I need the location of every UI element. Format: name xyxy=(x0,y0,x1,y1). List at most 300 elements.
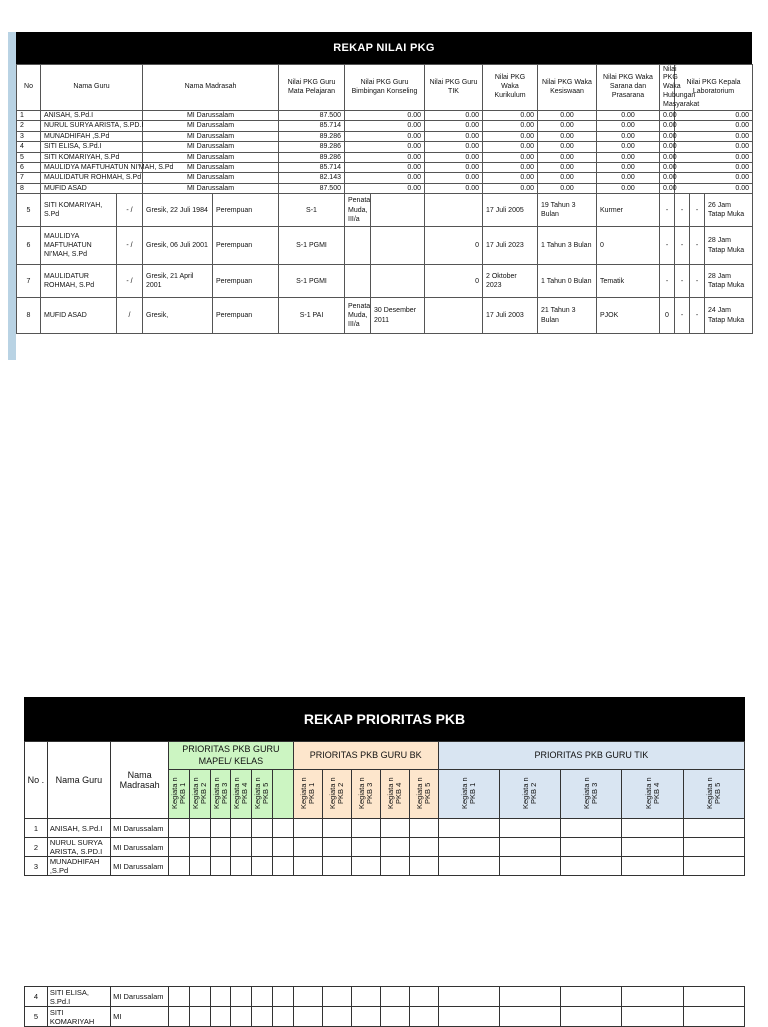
pkg-cell-tik: 0.00 xyxy=(425,131,483,141)
pkg-cell-kurikulum: 0.00 xyxy=(483,131,538,141)
pkb-subheader-label: Kegiata n PKB 4 xyxy=(385,777,403,809)
pkb-row xyxy=(25,987,745,1007)
pkg-cell-humas: 0.00 xyxy=(660,152,675,162)
pkb-row xyxy=(25,838,745,857)
pkg-detail-c2: - xyxy=(675,194,690,227)
pkb-cell-kegiatan xyxy=(231,987,252,1007)
pkg-cell-madrasah: MI Darussalam xyxy=(143,173,279,183)
pkb-cell-kegiatan xyxy=(351,1007,380,1027)
pkb-subheader-kegiatan xyxy=(169,770,190,819)
col-lab: Nilai PKG Kepala Laboratorium xyxy=(675,65,753,111)
pkg-row xyxy=(17,131,753,141)
pkg-detail-pendidikan: S-1 PGMI xyxy=(279,227,345,265)
pkb-cell-kegiatan xyxy=(683,838,744,857)
pkg-cell-no: 3 xyxy=(17,131,41,141)
pkb-col-nama-madrasah: Nama Madrasah xyxy=(111,742,169,819)
pkg-cell-humas: 0.00 xyxy=(660,121,675,131)
pkb-cell-madrasah: MI xyxy=(111,1007,169,1027)
pkg-detail-jk: Perempuan xyxy=(213,194,279,227)
pkb-subheader-label: Kegiata n PKB 5 xyxy=(253,777,270,809)
pkg-header-row xyxy=(17,65,753,111)
pkg-cell-sarpras: 0.00 xyxy=(597,131,660,141)
pkb-cell-kegiatan xyxy=(210,1007,231,1027)
pkb-cell-no: 2 xyxy=(25,838,48,857)
pkb-cell-kegiatan xyxy=(322,819,351,838)
pkg-cell-mapel: 87.500 xyxy=(279,183,345,193)
pkg-detail-no: 5 xyxy=(17,194,41,227)
pkg-detail-masa-kerja: 1 Tahun 0 Bulan xyxy=(538,265,597,298)
pkb-cell-kegiatan xyxy=(293,1007,322,1027)
pkb-cell-kegiatan xyxy=(500,819,561,838)
pkg-detail-no: 6 xyxy=(17,227,41,265)
pkg-cell-no: 1 xyxy=(17,111,41,121)
pkg-detail-tmt-gol xyxy=(371,227,425,265)
pkb-subheader-kegiatan xyxy=(210,770,231,819)
pkb-subheader-kegiatan xyxy=(380,770,409,819)
pkb-cell-kegiatan xyxy=(252,1007,273,1027)
pkg-cell-humas: 0.00 xyxy=(660,111,675,121)
pkg-detail-nama: MAULIDYA MAFTUHATUN NI'MAH, S.Pd xyxy=(41,227,117,265)
pkg-detail-ttl: Gresik, 22 Juli 1984 xyxy=(143,194,213,227)
pkg-detail-tmt-gol: 30 Desember 2011 xyxy=(371,298,425,334)
pkg-row xyxy=(17,142,753,152)
pkg-cell-mapel: 89.286 xyxy=(279,142,345,152)
pkg-cell-kesiswaan: 0.00 xyxy=(538,111,597,121)
pkb-subheader-label: Kegiata n PKB 4 xyxy=(643,777,661,809)
pkg-cell-no: 2 xyxy=(17,121,41,131)
pkg-detail-ttl: Gresik, xyxy=(143,298,213,334)
pkb-cell-kegiatan xyxy=(293,838,322,857)
pkg-detail-golongan xyxy=(345,265,371,298)
pkb-cell-kegiatan xyxy=(351,857,380,876)
pkb-cell-kegiatan xyxy=(189,987,210,1007)
pkb-cell-kegiatan xyxy=(409,857,438,876)
pkg-detail-tmt-mengajar: 2 Oktober 2023 xyxy=(483,265,538,298)
pkg-cell-lab: 0.00 xyxy=(675,131,753,141)
pkb-cell-kegiatan xyxy=(189,1007,210,1027)
pkg-detail-jk: Perempuan xyxy=(213,265,279,298)
pkg-cell-no: 7 xyxy=(17,173,41,183)
pkg-detail-angka: 0 xyxy=(425,265,483,298)
pkb-cell-kegiatan xyxy=(500,1007,561,1027)
pkg-cell-nama: MAULIDATUR ROHMAH, S.Pd xyxy=(41,173,143,183)
pkg-cell-bk: 0.00 xyxy=(345,121,425,131)
rekap-prioritas-pkb-continued xyxy=(24,986,745,1027)
pkb-cell-kegiatan xyxy=(293,857,322,876)
pkb-cell-kegiatan xyxy=(438,819,499,838)
pkg-cell-humas: 0.00 xyxy=(660,163,675,173)
pkg-cell-nama: MUNADHIFAH ,S.Pd xyxy=(41,131,143,141)
pkg-detail-pendidikan: S-1 PGMI xyxy=(279,265,345,298)
pkg-cell-bk: 0.00 xyxy=(345,163,425,173)
pkb-cell-kegiatan xyxy=(210,987,231,1007)
pkg-cell-humas: 0.00 xyxy=(660,131,675,141)
pkg-cell-sarpras: 0.00 xyxy=(597,152,660,162)
pkb-subheader-label: Kegiata n PKB 3 xyxy=(356,777,374,809)
pkb-cell-nama: SITI ELISA, S.Pd.I xyxy=(47,987,110,1007)
col-no: No xyxy=(17,65,41,111)
pkg-detail-c2: - xyxy=(675,227,690,265)
pkb-cell-kegiatan xyxy=(169,838,190,857)
pkb-cell-nama: ANISAH, S.Pd.I xyxy=(47,819,110,838)
pkb-cell-no: 3 xyxy=(25,857,48,876)
rekap-prioritas-pkb-section xyxy=(24,697,745,876)
pkg-detail-c1: 0 xyxy=(660,298,675,334)
pkb-cell-kegiatan xyxy=(189,857,210,876)
pkg-row xyxy=(17,163,753,173)
pkg-detail-jk: Perempuan xyxy=(213,227,279,265)
pkg-cell-bk: 0.00 xyxy=(345,183,425,193)
pkg-detail-nip: - / xyxy=(117,194,143,227)
pkb-cell-kegiatan xyxy=(380,819,409,838)
pkg-cell-lab: 0.00 xyxy=(675,121,753,131)
pkg-cell-tik: 0.00 xyxy=(425,183,483,193)
pkg-cell-tik: 0.00 xyxy=(425,163,483,173)
pkg-detail-c3: - xyxy=(690,265,705,298)
pkb-cell-kegiatan xyxy=(380,857,409,876)
pkg-detail-c2: - xyxy=(675,298,690,334)
pkg-cell-humas: 0.00 xyxy=(660,173,675,183)
pkb-cell-kegiatan xyxy=(252,857,273,876)
pkg-row xyxy=(17,183,753,193)
pkb-cell-kegiatan xyxy=(272,857,293,876)
pkb-cell-kegiatan xyxy=(683,819,744,838)
pkg-cell-kurikulum: 0.00 xyxy=(483,111,538,121)
pkg-detail-nama: MAULIDATUR ROHMAH, S.Pd xyxy=(41,265,117,298)
pkg-detail-mapel: PJOK xyxy=(597,298,660,334)
pkg-detail-jam: 28 Jam Tatap Muka xyxy=(705,227,753,265)
pkb-subheader-kegiatan xyxy=(683,770,744,819)
pkg-detail-ttl: Gresik, 06 Juli 2001 xyxy=(143,227,213,265)
pkb-cell-kegiatan xyxy=(210,819,231,838)
pkg-row xyxy=(17,173,753,183)
pkg-cell-kesiswaan: 0.00 xyxy=(538,163,597,173)
pkg-detail-pendidikan: S-1 xyxy=(279,194,345,227)
pkg-cell-bk: 0.00 xyxy=(345,173,425,183)
pkb-cell-kegiatan xyxy=(622,857,683,876)
pkg-cell-nama: MAULIDYA MAFTUHATUN NI'MAH, S.Pd xyxy=(41,163,143,173)
pkg-cell-lab: 0.00 xyxy=(675,142,753,152)
pkg-detail-mapel: Kurmer xyxy=(597,194,660,227)
pkb-cell-kegiatan xyxy=(380,838,409,857)
pkb-cell-kegiatan xyxy=(438,987,499,1007)
pkb-row xyxy=(25,857,745,876)
pkg-detail-row xyxy=(17,265,753,298)
pkg-cell-nama: MUFID ASAD xyxy=(41,183,143,193)
pkb-subheader-label: Kegiata n PKB 3 xyxy=(211,777,229,809)
pkg-cell-lab: 0.00 xyxy=(675,163,753,173)
pkb-cell-kegiatan xyxy=(438,857,499,876)
pkg-detail-tmt-gol xyxy=(371,265,425,298)
pkb-subheader-label: Kegiata n PKB 3 xyxy=(582,777,600,809)
pkg-detail-nip: / xyxy=(117,298,143,334)
pkb-cell-kegiatan xyxy=(409,838,438,857)
pkg-detail-ttl: Gresik, 21 April 2001 xyxy=(143,265,213,298)
pkg-cell-mapel: 89.286 xyxy=(279,131,345,141)
pkg-cell-sarpras: 0.00 xyxy=(597,163,660,173)
pkg-cell-lab: 0.00 xyxy=(675,183,753,193)
pkb-subheader-kegiatan xyxy=(622,770,683,819)
pkb-subheader-kegiatan xyxy=(252,770,273,819)
pkg-detail-nama: SITI KOMARIYAH, S.Pd xyxy=(41,194,117,227)
pkb-row xyxy=(25,1007,745,1027)
pkg-detail-masa-kerja: 19 Tahun 3 Bulan xyxy=(538,194,597,227)
pkg-cell-nama: NURUL SURYA ARISTA, S.PD.I xyxy=(41,121,143,131)
col-nama-guru: Nama Guru xyxy=(41,65,143,111)
pkb-subheader-label: Kegiata n PKB 1 xyxy=(298,777,316,809)
pkg-cell-bk: 0.00 xyxy=(345,142,425,152)
pkb-group-row xyxy=(25,742,745,770)
pkg-cell-kesiswaan: 0.00 xyxy=(538,131,597,141)
pkb-cell-kegiatan xyxy=(500,987,561,1007)
pkg-detail-nip: - / xyxy=(117,265,143,298)
rekap-prioritas-pkb-table xyxy=(24,741,745,876)
pkb-cell-kegiatan xyxy=(683,987,744,1007)
pkg-detail-tmt-mengajar: 17 Juli 2003 xyxy=(483,298,538,334)
pkg-cell-no: 8 xyxy=(17,183,41,193)
pkb-cell-kegiatan xyxy=(622,1007,683,1027)
pkb-cell-kegiatan xyxy=(622,987,683,1007)
pkb-cell-kegiatan xyxy=(561,857,622,876)
pkb-subheader-label: Kegiata n PKB 2 xyxy=(190,777,208,809)
pkb-subheader-kegiatan xyxy=(438,770,499,819)
pkg-detail-golongan: Penata Muda, III/a xyxy=(345,298,371,334)
pkb-cell-nama: NURUL SURYA ARISTA, S.PD.I xyxy=(47,838,110,857)
pkg-detail-row xyxy=(17,194,753,227)
pkb-cell-kegiatan xyxy=(622,838,683,857)
pkb-cell-no: 4 xyxy=(25,987,48,1007)
pkg-detail-nama: MUFID ASAD xyxy=(41,298,117,334)
pkb-cell-kegiatan xyxy=(561,819,622,838)
pkb-cell-kegiatan xyxy=(322,987,351,1007)
pkg-cell-madrasah: MI Darussalam xyxy=(143,121,279,131)
pkg-cell-kesiswaan: 0.00 xyxy=(538,173,597,183)
pkg-cell-sarpras: 0.00 xyxy=(597,111,660,121)
pkg-row xyxy=(17,152,753,162)
pkg-cell-no: 4 xyxy=(17,142,41,152)
pkb-cell-kegiatan xyxy=(409,987,438,1007)
pkg-detail-tmt-mengajar: 17 Juli 2005 xyxy=(483,194,538,227)
pkb-cell-kegiatan xyxy=(272,1007,293,1027)
pkb-cell-kegiatan xyxy=(252,819,273,838)
pkg-cell-madrasah: MI Darussalam xyxy=(143,152,279,162)
pkg-detail-angka xyxy=(425,194,483,227)
pkg-cell-sarpras: 0.00 xyxy=(597,142,660,152)
pkb-cell-kegiatan xyxy=(231,838,252,857)
pkb-cell-kegiatan xyxy=(561,838,622,857)
pkb-cell-kegiatan xyxy=(231,857,252,876)
pkg-cell-lab: 0.00 xyxy=(675,152,753,162)
pkg-detail-c3: - xyxy=(690,298,705,334)
pkb-subheader-kegiatan xyxy=(561,770,622,819)
pkb-cell-nama: MUNADHIFAH ,S.Pd xyxy=(47,857,110,876)
pkb-col-no: No . xyxy=(25,742,48,819)
pkg-cell-madrasah: MI Darussalam xyxy=(143,163,279,173)
pkb-subheader-kegiatan xyxy=(351,770,380,819)
pkg-cell-mapel: 85.714 xyxy=(279,163,345,173)
pkg-detail-nip: - / xyxy=(117,227,143,265)
pkg-cell-kesiswaan: 0.00 xyxy=(538,121,597,131)
pkg-detail-jam: 24 Jam Tatap Muka xyxy=(705,298,753,334)
pkg-detail-angka: 0 xyxy=(425,227,483,265)
pkg-cell-kurikulum: 0.00 xyxy=(483,121,538,131)
pkb-cell-kegiatan xyxy=(272,819,293,838)
pkg-cell-sarpras: 0.00 xyxy=(597,121,660,131)
pkb-cell-kegiatan xyxy=(380,987,409,1007)
pkb-cell-kegiatan xyxy=(351,819,380,838)
pkg-detail-golongan: Penata Muda, III/a xyxy=(345,194,371,227)
col-kurikulum: Nilai PKG Waka Kurikulum xyxy=(483,65,538,111)
pkg-cell-kurikulum: 0.00 xyxy=(483,152,538,162)
col-tik: Nilai PKG Guru TIK xyxy=(425,65,483,111)
pkg-detail-jam: 28 Jam Tatap Muka xyxy=(705,265,753,298)
pkb-cell-no: 1 xyxy=(25,819,48,838)
pkb-cell-kegiatan xyxy=(322,1007,351,1027)
pkb-cell-kegiatan xyxy=(210,857,231,876)
pkg-cell-sarpras: 0.00 xyxy=(597,183,660,193)
pkg-row xyxy=(17,121,753,131)
pkg-cell-tik: 0.00 xyxy=(425,142,483,152)
pkg-detail-row xyxy=(17,298,753,334)
pkb-cell-kegiatan xyxy=(293,819,322,838)
col-mapel: Nilai PKG Guru Mata Pelajaran xyxy=(279,65,345,111)
pkb-subheader-label: Kegiata n PKB 5 xyxy=(704,777,722,809)
pkg-cell-kurikulum: 0.00 xyxy=(483,183,538,193)
col-nama-madrasah: Nama Madrasah xyxy=(143,65,279,111)
pkg-cell-no: 5 xyxy=(17,152,41,162)
rekap-nilai-pkg-title: REKAP NILAI PKG xyxy=(16,32,752,64)
group-mapel-kelas: PRIORITAS PKB GURU MAPEL/ KELAS xyxy=(169,742,293,770)
pkg-cell-tik: 0.00 xyxy=(425,111,483,121)
pkg-cell-kurikulum: 0.00 xyxy=(483,142,538,152)
pkg-detail-row xyxy=(17,227,753,265)
pkg-detail-c1: - xyxy=(660,265,675,298)
pkb-cell-kegiatan xyxy=(272,838,293,857)
pkb-cell-madrasah: MI Darussalam xyxy=(111,838,169,857)
pkg-detail-c3: - xyxy=(690,194,705,227)
pkb-cell-madrasah: MI Darussalam xyxy=(111,987,169,1007)
pkg-cell-kesiswaan: 0.00 xyxy=(538,142,597,152)
pkg-detail-c1: - xyxy=(660,194,675,227)
pkb-cell-kegiatan xyxy=(322,857,351,876)
pkb-subheader-label: Kegiata n PKB 1 xyxy=(170,777,188,809)
pkg-cell-mapel: 85.714 xyxy=(279,121,345,131)
pkb-cell-kegiatan xyxy=(438,838,499,857)
rekap-nilai-pkg-section xyxy=(16,32,752,334)
pkb-subheader-kegiatan xyxy=(500,770,561,819)
pkg-cell-humas: 0.00 xyxy=(660,183,675,193)
pkb-subheader-label: Kegiata n PKB 1 xyxy=(460,777,477,809)
pkb-subheader-kegiatan xyxy=(293,770,322,819)
pkb-cell-kegiatan xyxy=(210,838,231,857)
pkg-cell-mapel: 89.286 xyxy=(279,152,345,162)
pkb-cell-kegiatan xyxy=(189,838,210,857)
pkg-detail-masa-kerja: 21 Tahun 3 Bulan xyxy=(538,298,597,334)
pkg-cell-nama: SITI ELISA, S.Pd.I xyxy=(41,142,143,152)
rekap-nilai-pkg-table xyxy=(16,64,753,334)
pkb-row xyxy=(25,819,745,838)
pkg-detail-mapel: 0 xyxy=(597,227,660,265)
rekap-prioritas-pkb-table-continued xyxy=(24,986,745,1027)
pkb-cell-kegiatan xyxy=(409,819,438,838)
pkg-cell-tik: 0.00 xyxy=(425,173,483,183)
pkg-detail-no: 8 xyxy=(17,298,41,334)
pkb-subheader-kegiatan xyxy=(189,770,210,819)
pkb-cell-madrasah: MI Darussalam xyxy=(111,819,169,838)
pkg-cell-no: 6 xyxy=(17,163,41,173)
pkg-cell-kesiswaan: 0.00 xyxy=(538,152,597,162)
pkg-cell-nama: ANISAH, S.Pd.I xyxy=(41,111,143,121)
pkb-cell-kegiatan xyxy=(252,838,273,857)
pkb-cell-kegiatan xyxy=(351,838,380,857)
pkg-cell-kurikulum: 0.00 xyxy=(483,163,538,173)
pkg-cell-madrasah: MI Darussalam xyxy=(143,142,279,152)
pkb-cell-kegiatan xyxy=(438,1007,499,1027)
pkg-cell-tik: 0.00 xyxy=(425,121,483,131)
pkb-subheader-spare xyxy=(272,770,293,819)
pkb-cell-kegiatan xyxy=(380,1007,409,1027)
pkg-detail-jam: 26 Jam Tatap Muka xyxy=(705,194,753,227)
pkg-cell-bk: 0.00 xyxy=(345,131,425,141)
col-humas: Nilai PKG Waka Hubungan Masyarakat xyxy=(660,65,675,111)
pkg-cell-mapel: 82.143 xyxy=(279,173,345,183)
pkb-cell-no: 5 xyxy=(25,1007,48,1027)
pkg-cell-lab: 0.00 xyxy=(675,111,753,121)
pkb-cell-kegiatan xyxy=(252,987,273,1007)
pkb-subheader-kegiatan xyxy=(409,770,438,819)
pkg-detail-masa-kerja: 1 Tahun 3 Bulan xyxy=(538,227,597,265)
pkb-cell-kegiatan xyxy=(322,838,351,857)
pkg-cell-madrasah: MI Darussalam xyxy=(143,183,279,193)
col-kesiswaan: Nilai PKG Waka Kesiswaan xyxy=(538,65,597,111)
pkb-cell-kegiatan xyxy=(272,987,293,1007)
pkg-detail-mapel: Tematik xyxy=(597,265,660,298)
pkg-cell-nama: SITI KOMARIYAH, S.Pd xyxy=(41,152,143,162)
group-guru-tik: PRIORITAS PKB GURU TIK xyxy=(438,742,744,770)
pkg-detail-pendidikan: S-1 PAI xyxy=(279,298,345,334)
pkb-cell-madrasah: MI Darussalam xyxy=(111,857,169,876)
pkg-cell-sarpras: 0.00 xyxy=(597,173,660,183)
pkg-detail-jk: Perempuan xyxy=(213,298,279,334)
col-bk: Nilai PKG Guru Bimbingan Konseling xyxy=(345,65,425,111)
pkb-cell-kegiatan xyxy=(293,987,322,1007)
pkg-cell-tik: 0.00 xyxy=(425,152,483,162)
pkb-cell-kegiatan xyxy=(351,987,380,1007)
pkb-cell-kegiatan xyxy=(169,1007,190,1027)
pkb-subheader-label: Kegiata n PKB 2 xyxy=(327,777,345,809)
pkg-cell-humas: 0.00 xyxy=(660,142,675,152)
pkg-cell-madrasah: MI Darussalam xyxy=(143,111,279,121)
pkb-cell-kegiatan xyxy=(683,857,744,876)
pkb-cell-kegiatan xyxy=(169,819,190,838)
pkg-detail-no: 7 xyxy=(17,265,41,298)
pkb-cell-kegiatan xyxy=(500,857,561,876)
pkb-cell-kegiatan xyxy=(189,819,210,838)
pkg-detail-tmt-mengajar: 17 Juli 2023 xyxy=(483,227,538,265)
pkb-cell-kegiatan xyxy=(622,819,683,838)
pkg-cell-mapel: 87.500 xyxy=(279,111,345,121)
rekap-prioritas-pkb-title: REKAP PRIORITAS PKB xyxy=(24,697,745,741)
pkb-cell-kegiatan xyxy=(500,838,561,857)
pkb-subheader-kegiatan xyxy=(322,770,351,819)
pkb-cell-kegiatan xyxy=(231,1007,252,1027)
pkg-cell-kurikulum: 0.00 xyxy=(483,173,538,183)
pkb-col-nama-guru: Nama Guru xyxy=(47,742,110,819)
pkg-detail-golongan xyxy=(345,227,371,265)
pkg-detail-c3: - xyxy=(690,227,705,265)
pkg-cell-kesiswaan: 0.00 xyxy=(538,183,597,193)
col-sarpras: Nilai PKG Waka Sarana dan Prasarana xyxy=(597,65,660,111)
